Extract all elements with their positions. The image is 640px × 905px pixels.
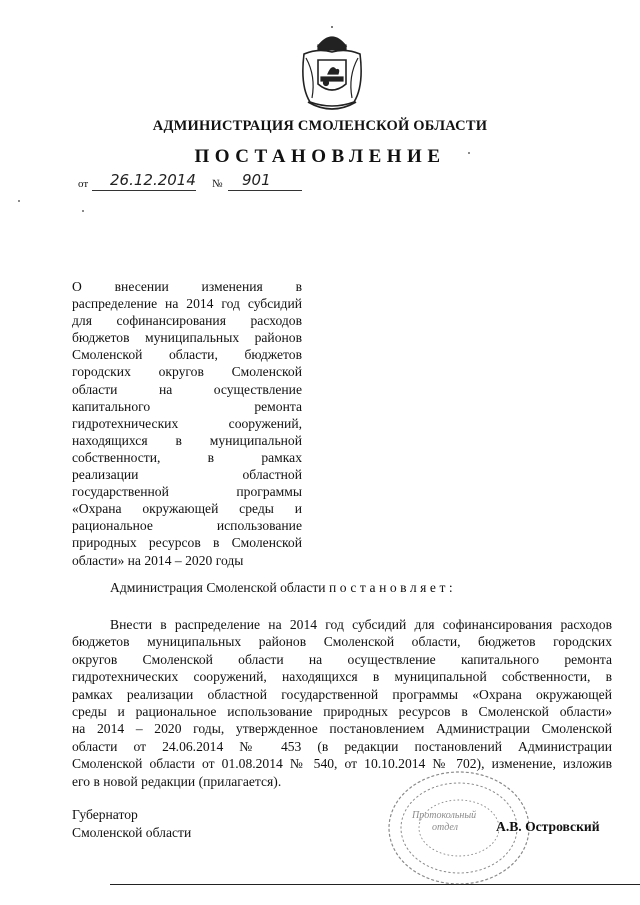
body-line: Внести в распределение на 2014 год субсидий для софинансирования расходов <box>110 617 612 632</box>
document-subject <box>72 278 302 569</box>
body-line: на 2014 – 2020 годы, утвержденное постановлением Администрации Смоленской <box>72 721 612 737</box>
smolensk-coat-of-arms-icon <box>303 26 361 109</box>
scan-speck <box>468 152 470 154</box>
body-line: Смоленской области от 01.08.2014 № 540, от 10.10.2014 № 702), изменение, изложив <box>72 756 612 772</box>
bottom-rule <box>110 884 640 885</box>
body-line: области от 24.06.2014 № 453 (в редакции постановлений Администрации <box>72 738 612 754</box>
subject-line: государственной программы <box>72 484 302 500</box>
subject-line: находящихся в муниципальной <box>72 432 302 448</box>
signatory-title-line: Губернатор <box>72 807 138 822</box>
subject-line: распределение на 2014 год субсидий <box>72 296 302 312</box>
signatory-name: А.В. Островский <box>496 819 600 834</box>
stamp-text <box>412 810 476 834</box>
body-line: среды и рациональное использование природных ресурсов в Смоленской области» <box>72 704 612 720</box>
subject-line: О внесении изменения в <box>72 279 302 294</box>
subject-line: гидротехнических сооружений, <box>72 415 302 431</box>
stamp-line: отдел <box>432 822 458 833</box>
handwritten-number: 901 <box>242 171 271 189</box>
resolution-intro-text: Администрация Смоленской области <box>110 580 326 595</box>
subject-line: области» на 2014 – 2020 годы <box>72 552 244 568</box>
resolution-verb: постановляет: <box>328 580 457 595</box>
document-type-title: ПОСТАНОВЛЕНИЕ <box>194 146 446 167</box>
scan-speck <box>82 210 84 212</box>
stamp-line: Протокольный <box>412 810 477 821</box>
number-prefix: № <box>212 178 223 190</box>
coat-of-arms-emblem <box>296 26 368 110</box>
subject-line: собственности, в рамках <box>72 449 302 465</box>
date-prefix: от <box>78 178 89 190</box>
subject-line: рациональное использование <box>72 518 302 534</box>
subject-line: области на осуществление <box>72 381 302 397</box>
signatory-title-line: Смоленской области <box>72 825 192 840</box>
subject-line: городских округов Смоленской <box>72 364 302 380</box>
resolution-intro <box>72 580 592 596</box>
subject-line: для софинансирования расходов <box>72 313 302 329</box>
body-line: его в новой редакции (прилагается). <box>72 773 282 789</box>
subject-line: капитального ремонта <box>72 398 302 414</box>
subject-line: природных ресурсов в Смоленской <box>72 535 302 551</box>
date-underline <box>92 190 196 191</box>
organization-name: АДМИНИСТРАЦИЯ СМОЛЕНСКОЙ ОБЛАСТИ <box>152 118 488 134</box>
subject-line: бюджетов муниципальных районов <box>72 330 302 346</box>
resolution-body <box>72 616 612 790</box>
handwritten-date: 26.12.2014 <box>110 171 196 189</box>
subject-line: Смоленской области, бюджетов <box>72 347 302 363</box>
subject-line: реализации областной <box>72 467 302 483</box>
body-line: округов Смоленской области на осуществление капитального ремонта <box>72 651 612 667</box>
number-underline <box>228 190 302 191</box>
scan-speck <box>18 200 20 202</box>
subject-line: «Охрана окружающей среды и <box>72 501 302 517</box>
body-line: гидротехнических сооружений, находящихся в муниципальной собственности, в <box>72 669 612 685</box>
body-line: бюджетов муниципальных районов Смоленской области, бюджетов городских <box>72 634 612 650</box>
signatory-title <box>72 806 191 842</box>
body-line: рамках реализации областной государственной программы «Охрана окружающей <box>72 686 612 702</box>
